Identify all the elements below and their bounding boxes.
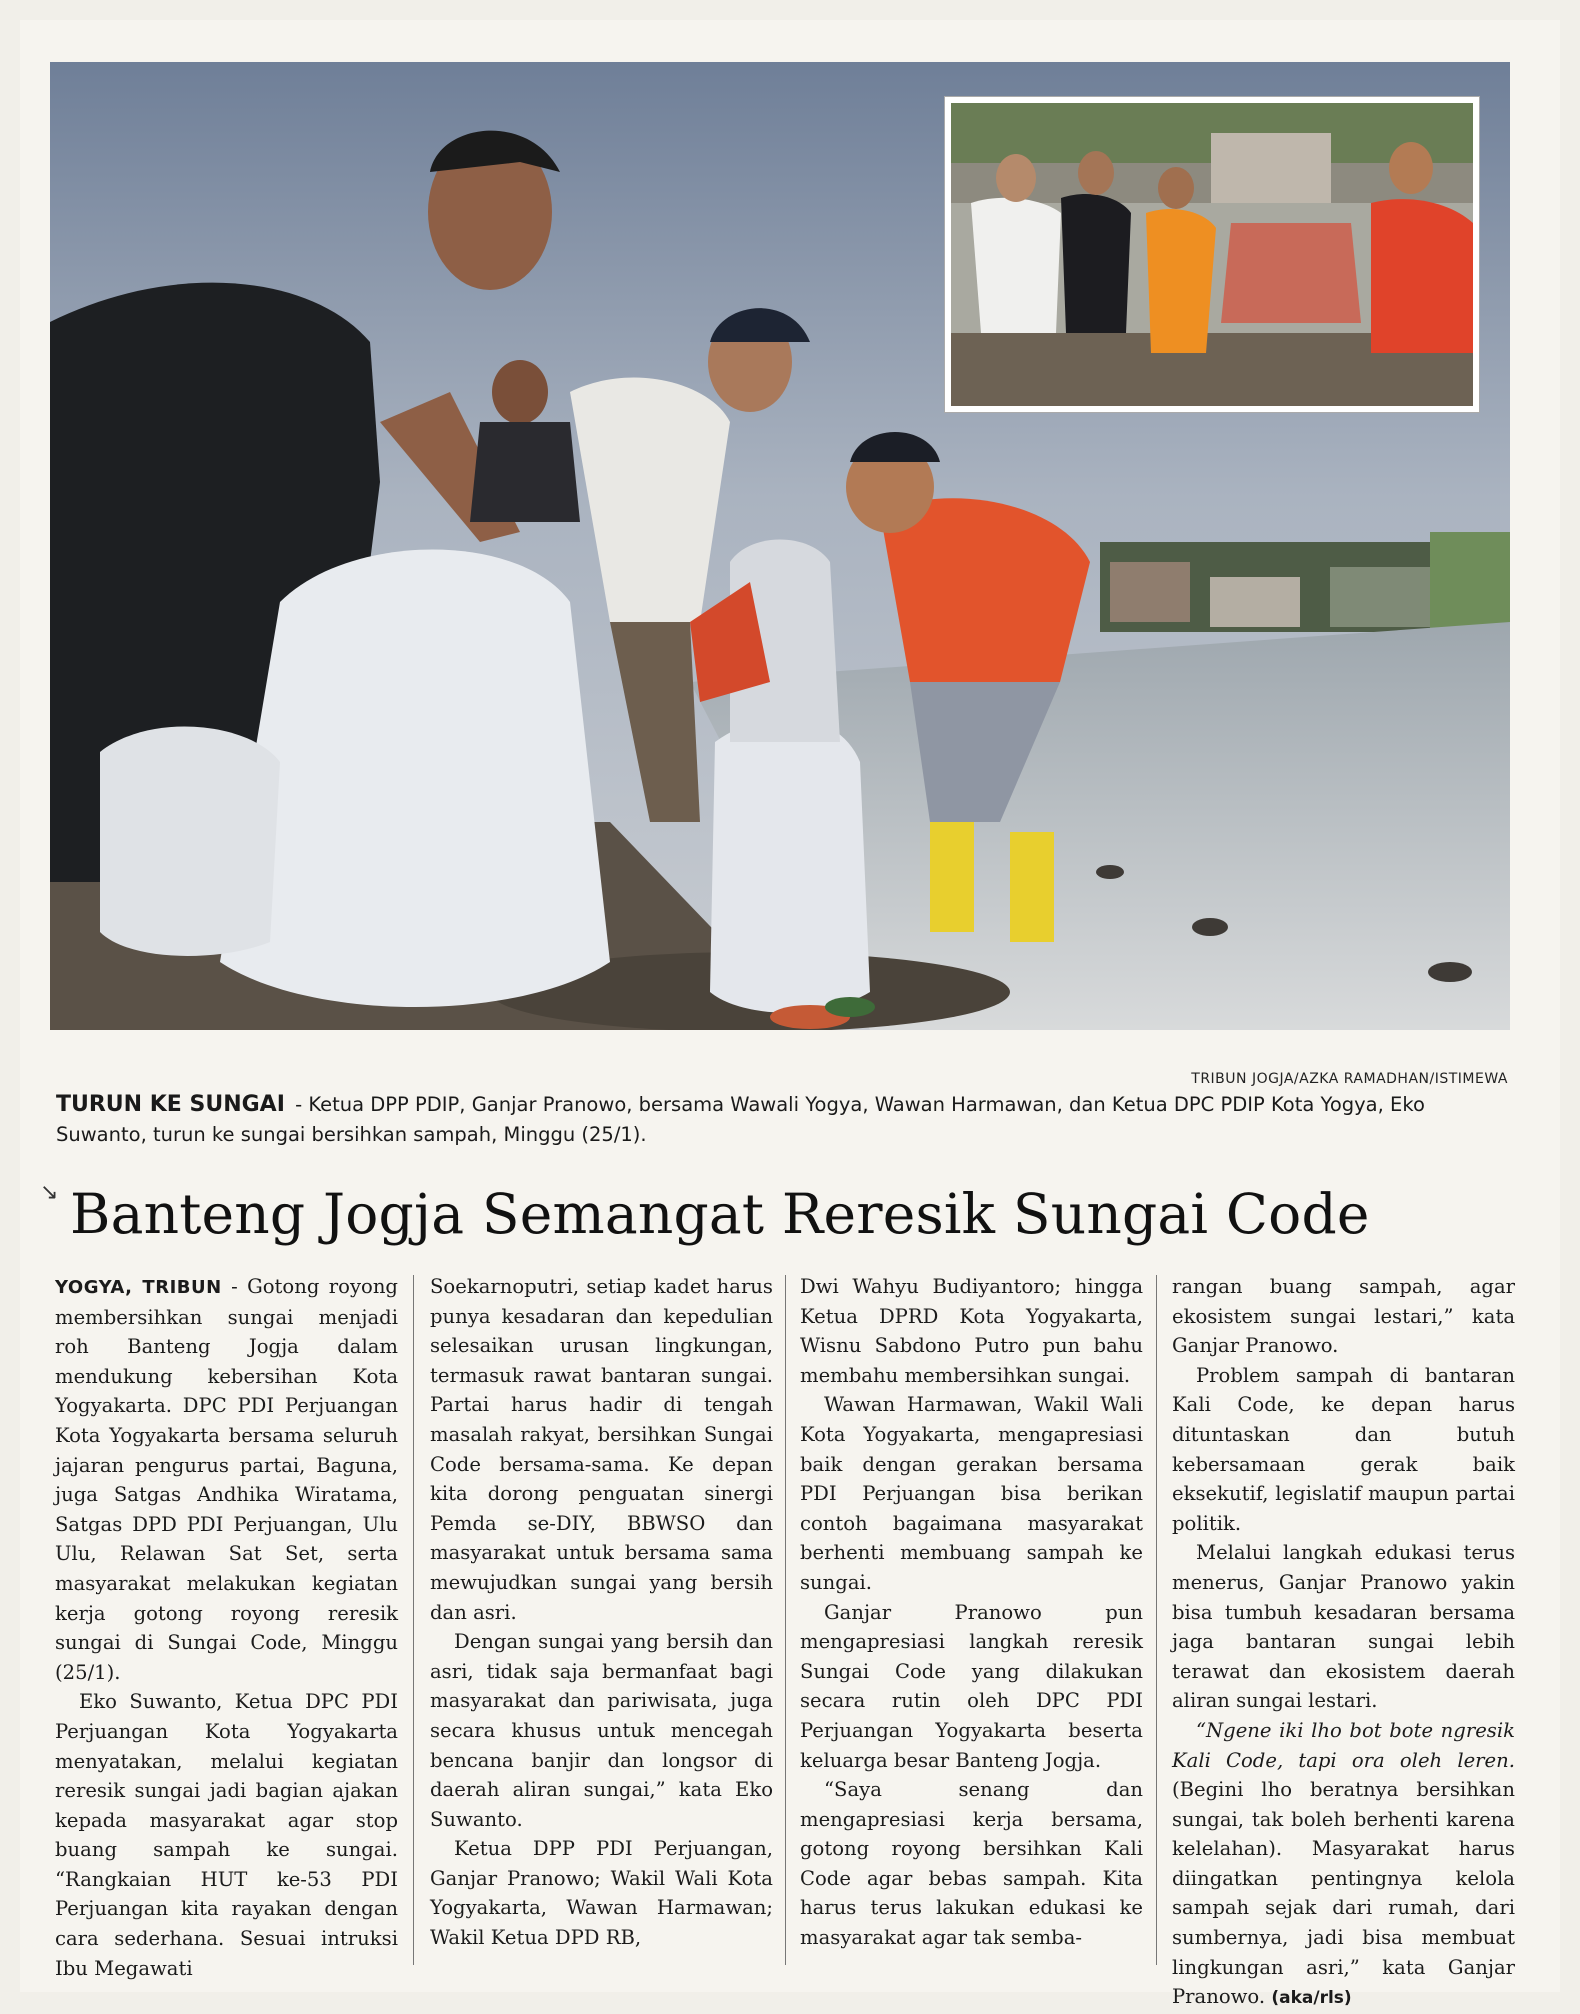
headline: Banteng Jogja Semangat Reresik Sungai Code — [70, 1182, 1370, 1246]
article-column-1 — [55, 1272, 398, 1983]
signoff: (aka/rls) — [1271, 1988, 1352, 2009]
paragraph: Soekarnoputri, setiap kadet harus punya kesadaran dan kepedulian selesaikan urusan lingkungan, termasuk rawat bantaran sungai. Partai harus hadir di tengah masalah rakyat, bersihkan Sungai Code bersama-sama. Ke depan kita dorong penguatan sinergi Pemda se-DIY, BBWSO dan masyarakat untuk bersama sama mewujudkan sungai yang bersih dan asri. — [430, 1275, 773, 1624]
paragraph: Wawan Harmawan, Wakil Wali Kota Yogyakarta, mengapresiasi baik dengan gerakan bersama PDI Perjuangan bisa berikan contoh bagaimana masyarakat berhenti membuang sampah ke sungai. — [800, 1393, 1143, 1594]
paragraph: Problem sampah di bantaran Kali Code, ke depan harus dituntaskan dan butuh kebersamaan gerak baik eksekutif, legislatif maupun partai politik. — [1172, 1363, 1515, 1535]
photo-caption — [56, 1090, 1516, 1150]
paragraph: Dwi Wahyu Budiyantoro; hingga Ketua DPRD Kota Yogyakarta, Wisnu Sabdono Putro pun bahu membahu membersihkan sungai. — [800, 1275, 1143, 1387]
photo-credit: TRIBUN JOGJA/AZKA RAMADHAN/ISTIMEWA — [1191, 1071, 1508, 1087]
article-column-3 — [800, 1272, 1143, 1953]
column-divider — [1156, 1275, 1157, 1965]
paragraph: Melalui langkah edukasi terus menerus, Ganjar Pranowo yakin bisa tumbuh kesadaran bersama jaga bantaran sungai lebih terawat dan ekosistem daerah aliran sungai lestari. — [1172, 1541, 1515, 1713]
column-divider — [413, 1275, 414, 1965]
article-column-2 — [430, 1272, 773, 1953]
paragraph: (Begini lho beratnya bersihkan sungai, tak boleh berhenti karena kelelahan). Masyarakat harus diingatkan pentingnya kelola sampah sejak dari rumah, dari sumbernya, jadi bisa membuat lingkungan asri,” kata Ganjar Pranowo. — [1172, 1778, 1515, 2009]
arrow-mark-icon: ↘ — [40, 1180, 59, 1205]
paragraph: - Gotong royong membersihkan sungai menjadi roh Banteng Jogja dalam mendukung kebersihan Kota Yogyakarta. DPC PDI Perjuangan Kota Yogyakarta bersama seluruh jajaran pengurus partai, Baguna, juga Satgas Andhika Wiratama, Satgas DPD PDI Perjuangan, Ulu Ulu, Relawan Sat Set, serta masyarakat melakukan kegiatan kerja gotong royong reresik sungai di Sungai Code, Minggu (25/1). — [55, 1275, 398, 1684]
quote-italic: “Ngene iki lho bot bote ngresik Kali Code, tapi ora oleh leren. — [1172, 1718, 1515, 1772]
article-column-4 — [1172, 1272, 1515, 2014]
paragraph: Dengan sungai yang bersih dan asri, tidak saja bermanfaat bagi masyarakat dan pariwisata, juga secara khusus untuk mencegah bencana banjir dan longsor di daerah aliran sungai,” kata Eko Suwanto. — [430, 1630, 773, 1831]
caption-text: - Ketua DPP PDIP, Ganjar Pranowo, bersama Wawali Yogya, Wawan Harmawan, dan Ketua DPC PDIP Kota Yogya, Eko Suwanto, turun ke sungai bersihkan sampah, Minggu (25/1). — [56, 1093, 1425, 1146]
paragraph: Ganjar Pranowo pun mengapresiasi langkah reresik Sungai Code yang dilakukan secara rutin oleh DPC PDI Perjuangan Yogyakarta beserta keluarga besar Banteng Jogja. — [800, 1600, 1143, 1772]
dateline: YOGYA, TRIBUN — [55, 1277, 222, 1298]
paragraph: Eko Suwanto, Ketua DPC PDI Perjuangan Kota Yogyakarta menyatakan, melalui kegiatan reresik sungai jadi bagian ajakan kepada masyarakat agar stop buang sampah ke sungai. “Rangkaian HUT ke-53 PDI Perjuangan kita rayakan dengan cara sederhana. Sesuai intruksi Ibu Megawati — [55, 1690, 398, 1980]
column-divider — [785, 1275, 786, 1965]
paragraph: Ketua DPP PDI Perjuangan, Ganjar Pranowo; Wakil Wali Kota Yogyakarta, Wawan Harmawan; Wakil Ketua DPD RB, — [430, 1837, 773, 1950]
caption-lead: TURUN KE SUNGAI — [56, 1092, 285, 1117]
paragraph: rangan buang sampah, agar ekosistem sungai lestari,” kata Ganjar Pranowo. — [1172, 1275, 1515, 1358]
paragraph: “Saya senang dan mengapresiasi kerja bersama, gotong royong bersihkan Kali Code agar bebas sampah. Kita harus terus lakukan edukasi ke masyarakat agar tak semba- — [800, 1778, 1143, 1950]
inset-photo — [945, 97, 1479, 412]
